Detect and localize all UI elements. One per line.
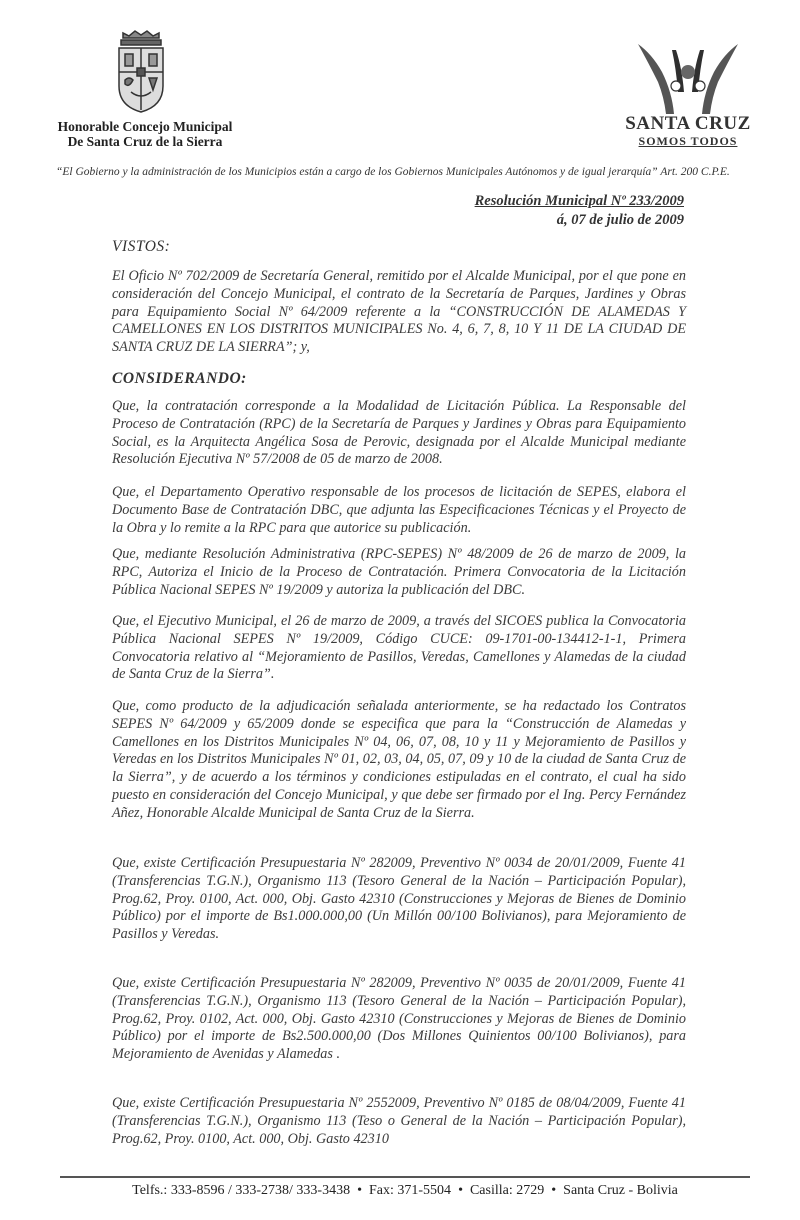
footer-separator: •: [551, 1183, 557, 1198]
footer-separator: •: [458, 1183, 463, 1198]
paragraph-considerando-8: Que, existe Certificación Presupuestaria Nº 2552009, Preventivo Nº 0185 de 08/04/2009, Fuente 41 (Transferencias T.G.N.), Organismo 113 (Teso o General de la Nación – Participación Popular), Prog.62, Proy. 0100, Act. 000, Obj. Gasto 42310: [112, 1095, 686, 1147]
resolution-number: Resolución Municipal Nº 233/2009: [474, 193, 684, 209]
paragraph-considerando-6: Que, existe Certificación Presupuestaria Nº 282009, Preventivo Nº 0034 de 20/01/2009, Fuente 41 (Transferencias T.G.N.), Organismo 113 (Tesoro General de la Nación – Participación Popular), Prog.62, Proy. 0100, Act. 000, Obj. Gasto 42310 (Construcciones y Mejoras de Bienes de Dominio Público) por el importe de Bs1.000.000,00 (Un Millón 00/100 Bolivianos), para Mejoramiento de Pasillos y Veredas.: [112, 855, 686, 943]
section-heading-considerando: CONSIDERANDO:: [112, 370, 247, 387]
footer-city: Santa Cruz - Bolivia: [563, 1183, 678, 1198]
city-motto: SOMOS TODOS: [638, 134, 738, 148]
paragraph-considerando-1: Que, la contratación corresponde a la Modalidad de Licitación Pública. La Responsable del Proceso de Contratación (RPC) de la Secretaría de Parques y Jardines y Obras para Equipamiento Social, es la Arquitecta Angélica Sosa de Perovic, designada por el Alcalde Municipal mediante Resolución Ejecutiva Nº 57/2008 de 05 de marzo de 2008.: [112, 398, 686, 468]
santa-cruz-brand: [618, 114, 758, 148]
footer-divider: [60, 1176, 750, 1178]
footer-fax: Fax: 371-5504: [369, 1183, 452, 1198]
council-name-line1: Honorable Concejo Municipal: [57, 119, 233, 134]
municipal-crest-icon: [113, 28, 169, 116]
paragraph-considerando-5: Que, como producto de la adjudicación señalada anteriormente, se ha redactado los Contratos SEPES Nº 64/2009 y 65/2009 donde se especifica que para la “Construcción de Alamedas y Camellones en los Distritos Municipales Nº 04, 06, 07, 08, 10 y 11 y Mejoramiento de Pasillos y Veredas en los Distritos Municipales Nº 01, 02, 03, 04, 05, 07, 09 y 10 de la ciudad de Santa Cruz de la Sierra”, y de acuerdo a los términos y condiciones estipuladas en el contrato, el cual ha sido puesto en consideración del Concejo Municipal, y que debe ser firmado por el Ing. Percy Fernández Añez, Honorable Alcalde Municipal de Santa Cruz de la Sierra.: [112, 698, 686, 821]
paragraph-considerando-3: Que, mediante Resolución Administrativa (RPC-SEPES) Nº 48/2009 de 26 de marzo de 2009, la RPC, Autoriza el Inicio de la Proceso de Contratación. Primera Convocatoria de la Licitación Pública Nacional SEPES Nº 19/2009 y autoriza la publicación del DBC.: [112, 546, 686, 598]
paragraph-considerando-4: Que, el Ejecutivo Municipal, el 26 de marzo de 2009, a través del SICOES publica la Convocatoria Pública Nacional SEPES Nº 19/2009, Código CUCE: 09-1701-00-134412-1-1, Primera Convocatoria relativo al “Mejoramiento de Pasillos, Veredas, Camellones y Alamedas de la ciudad de Santa Cruz de la Sierra”.: [112, 613, 686, 683]
paragraph-vistos: El Oficio Nº 702/2009 de Secretaría General, remitido por el Alcalde Municipal, por el que pone en consideración del Concejo Municipal, el contrato de la Secretaría de Parques, Jardines y Obras para Equipamiento Social Nº 64/2009 referente a la “CONSTRUCCIÓN DE ALAMEDAS Y CAMELLONES EN LOS DISTRITOS MUNICIPALES No. 4, 6, 7, 8, 10 Y 11 DE LA CIUDAD DE SANTA CRUZ DE LA SIERRA”; y,: [112, 268, 686, 356]
constitution-quote: “El Gobierno y la administración de los Municipios están a cargo de los Gobiernos Municipales Autónomos y de igual jerarquía” Art. 200 C.P.E.: [56, 166, 730, 178]
footer-phones: Telfs.: 333-8596 / 333-2738/ 333-3438: [132, 1183, 351, 1198]
santa-cruz-logo-icon: [628, 42, 748, 117]
section-heading-vistos: VISTOS:: [112, 238, 171, 255]
city-name: SANTA CRUZ: [625, 113, 751, 134]
footer-separator: •: [357, 1183, 362, 1198]
paragraph-considerando-2: Que, el Departamento Operativo responsable de los procesos de licitación de SEPES, elabora el Documento Base de Contratación DBC, que adjunta las Especificaciones Técnicas y el Proyecto de la Obra y lo remite a la RPC para que autorice su publicación.: [112, 484, 686, 536]
footer-contact: [60, 1183, 750, 1199]
resolution-date: á, 07 de julio de 2009: [556, 212, 684, 228]
council-name-line2: De Santa Cruz de la Sierra: [67, 134, 223, 149]
paragraph-considerando-7: Que, existe Certificación Presupuestaria Nº 282009, Preventivo Nº 0035 de 20/01/2009, Fuente 41 (Transferencias T.G.N.), Organismo 113 (Tesoro General de la Nación – Participación Popular), Prog.62, Proy. 0102, Act. 000, Obj. Gasto 42310 (Construcciones y Mejoras de Bienes de Dominio Público) por el importe de Bs2.500.000,00 (Dos Millones Quinientos 00/100 Bolivianos), para Mejoramiento de Avenidas y Alamedas .: [112, 975, 686, 1063]
footer-box: Casilla: 2729: [469, 1183, 545, 1198]
council-name: [40, 119, 250, 149]
